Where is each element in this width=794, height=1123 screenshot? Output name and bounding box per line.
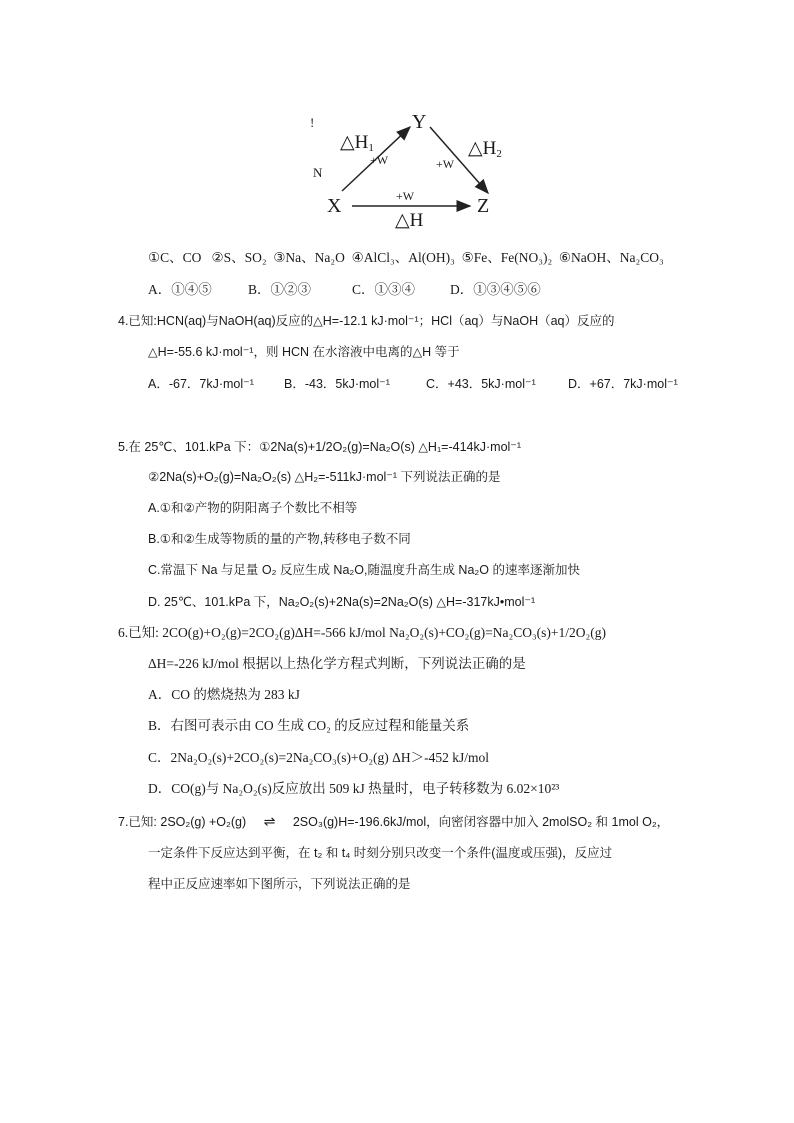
q4-options xyxy=(148,374,688,394)
delta-h2-label: $\triangle H_2$ xyxy=(468,138,502,160)
w-label-xz: +W xyxy=(396,189,415,203)
q3-option-d: D．①③④⑤⑥ xyxy=(450,282,541,297)
q3-pair: ⑤Fe、Fe(NO₃)₂ xyxy=(461,250,553,265)
q5-option-a: A.①和②产物的阴阳离子个数比不相等 xyxy=(148,501,358,515)
top-mark: ! xyxy=(310,115,315,130)
q5-option-b: B.①和②生成等物质的量的产物,转移电子数不同 xyxy=(148,532,411,546)
q3-pair: ②S、SO₂ xyxy=(211,250,267,265)
q4-option-d: D．+67．7kJ·mol⁻¹ xyxy=(568,377,678,391)
q6-option-d: D．CO(g)与 Na₂O₂(s)反应放出 509 kJ 热量时，电子转移数为 6.02×10²³ xyxy=(148,781,560,796)
q3-pair: ③Na、Na₂O xyxy=(273,250,345,265)
q7-equation-right: 2SO₃(g)H=-196.6kJ/mol，向密闭容器中加入 2molSO₂ 和 1mol O₂， xyxy=(292,815,670,829)
node-y: Y xyxy=(412,111,427,133)
q6-option-a: A．CO 的燃烧热为 283 kJ xyxy=(148,687,300,702)
q3-pairs xyxy=(148,249,664,267)
label-n: N xyxy=(313,165,323,180)
q3-option-c: C．①③④ xyxy=(352,282,416,297)
node-x: X xyxy=(327,195,342,217)
q4-line1: 4.已知:HCN(aq)与NaOH(aq)反应的△H=-12.1 kJ·mol⁻¹；HCl（aq）与NaOH（aq）反应的 xyxy=(118,314,615,328)
q5-option-c: C.常温下 Na 与足量 O₂ 反应生成 Na₂O,随温度升高生成 Na₂O 的速率逐渐加快 xyxy=(148,563,580,577)
q6-line1: 6.已知: 2CO(g)+O₂(g)=2CO₂(g)ΔH=-566 kJ/mol Na₂O₂(s)+CO₂(g)=Na₂CO₃(s)+1/2O₂(g) xyxy=(118,625,606,640)
q5-line2: ②2Na(s)+O₂(g)=Na₂O₂(s) △H₂=-511kJ·mol⁻¹ 下列说法正确的是 xyxy=(148,470,501,484)
q3-pair: ⑥NaOH、Na₂CO₃ xyxy=(558,250,664,265)
q3-pair: ④AlCl₃、Al(OH)₃ xyxy=(351,250,455,265)
q3-option-b: B．①②③ xyxy=(248,282,312,297)
q7-line2: 一定条件下反应达到平衡，在 t₂ 和 t₄ 时刻分别只改变一个条件(温度或压强)，反应过 xyxy=(148,846,613,860)
q4-option-b: B．-43．5kJ·mol⁻¹ xyxy=(284,377,390,391)
q6-option-c: C．2Na₂O₂(s)+2CO₂(s)=2Na₂CO₃(s)+O₂(g) ΔH＞-452 kJ/mol xyxy=(148,750,489,765)
w-label-yz: +W xyxy=(436,157,455,171)
q7-equation-left: 7.已知: 2SO₂(g) +O₂(g) xyxy=(118,815,247,829)
q4-line2: △H=-55.6 kJ·mol⁻¹，则 HCN 在水溶液中电离的△H 等于 xyxy=(148,345,460,359)
thermo-cycle-diagram xyxy=(300,105,510,235)
q3-option-a: A．①④⑤ xyxy=(148,282,212,297)
q4-option-c: C．+43．5kJ·mol⁻¹ xyxy=(426,377,536,391)
node-z: Z xyxy=(477,195,490,217)
q7-line3: 程中正反应速率如下图所示，下列说法正确的是 xyxy=(148,877,411,891)
q3-pair: ①C、CO xyxy=(148,250,202,265)
w-label-xy: +W xyxy=(370,153,389,167)
q6-line2: ΔH=-226 kJ/mol 根据以上热化学方程式判断，下列说法正确的是 xyxy=(148,656,526,671)
equilibrium-arrow-icon: ⇌ xyxy=(263,813,276,829)
q5-line1: 5.在 25℃、101.kPa 下：①2Na(s)+1/2O₂(g)=Na₂O(s) △H₁=-414kJ·mol⁻¹ xyxy=(118,440,522,454)
q4-option-a: A．-67．7kJ·mol⁻¹ xyxy=(148,377,254,391)
q3-options xyxy=(148,281,648,301)
delta-h1-label: $\triangle H_1$ xyxy=(340,132,374,154)
q6-option-b: B．右图可表示由 CO 生成 CO₂ 的反应过程和能量关系 xyxy=(148,718,470,733)
q7-line1 xyxy=(118,812,669,831)
q5-option-d: D. 25℃、101.kPa 下，Na₂O₂(s)+2Na(s)=2Na₂O(s) △H=-317kJ•mol⁻¹ xyxy=(148,595,536,609)
delta-h-label: △H xyxy=(395,210,424,231)
